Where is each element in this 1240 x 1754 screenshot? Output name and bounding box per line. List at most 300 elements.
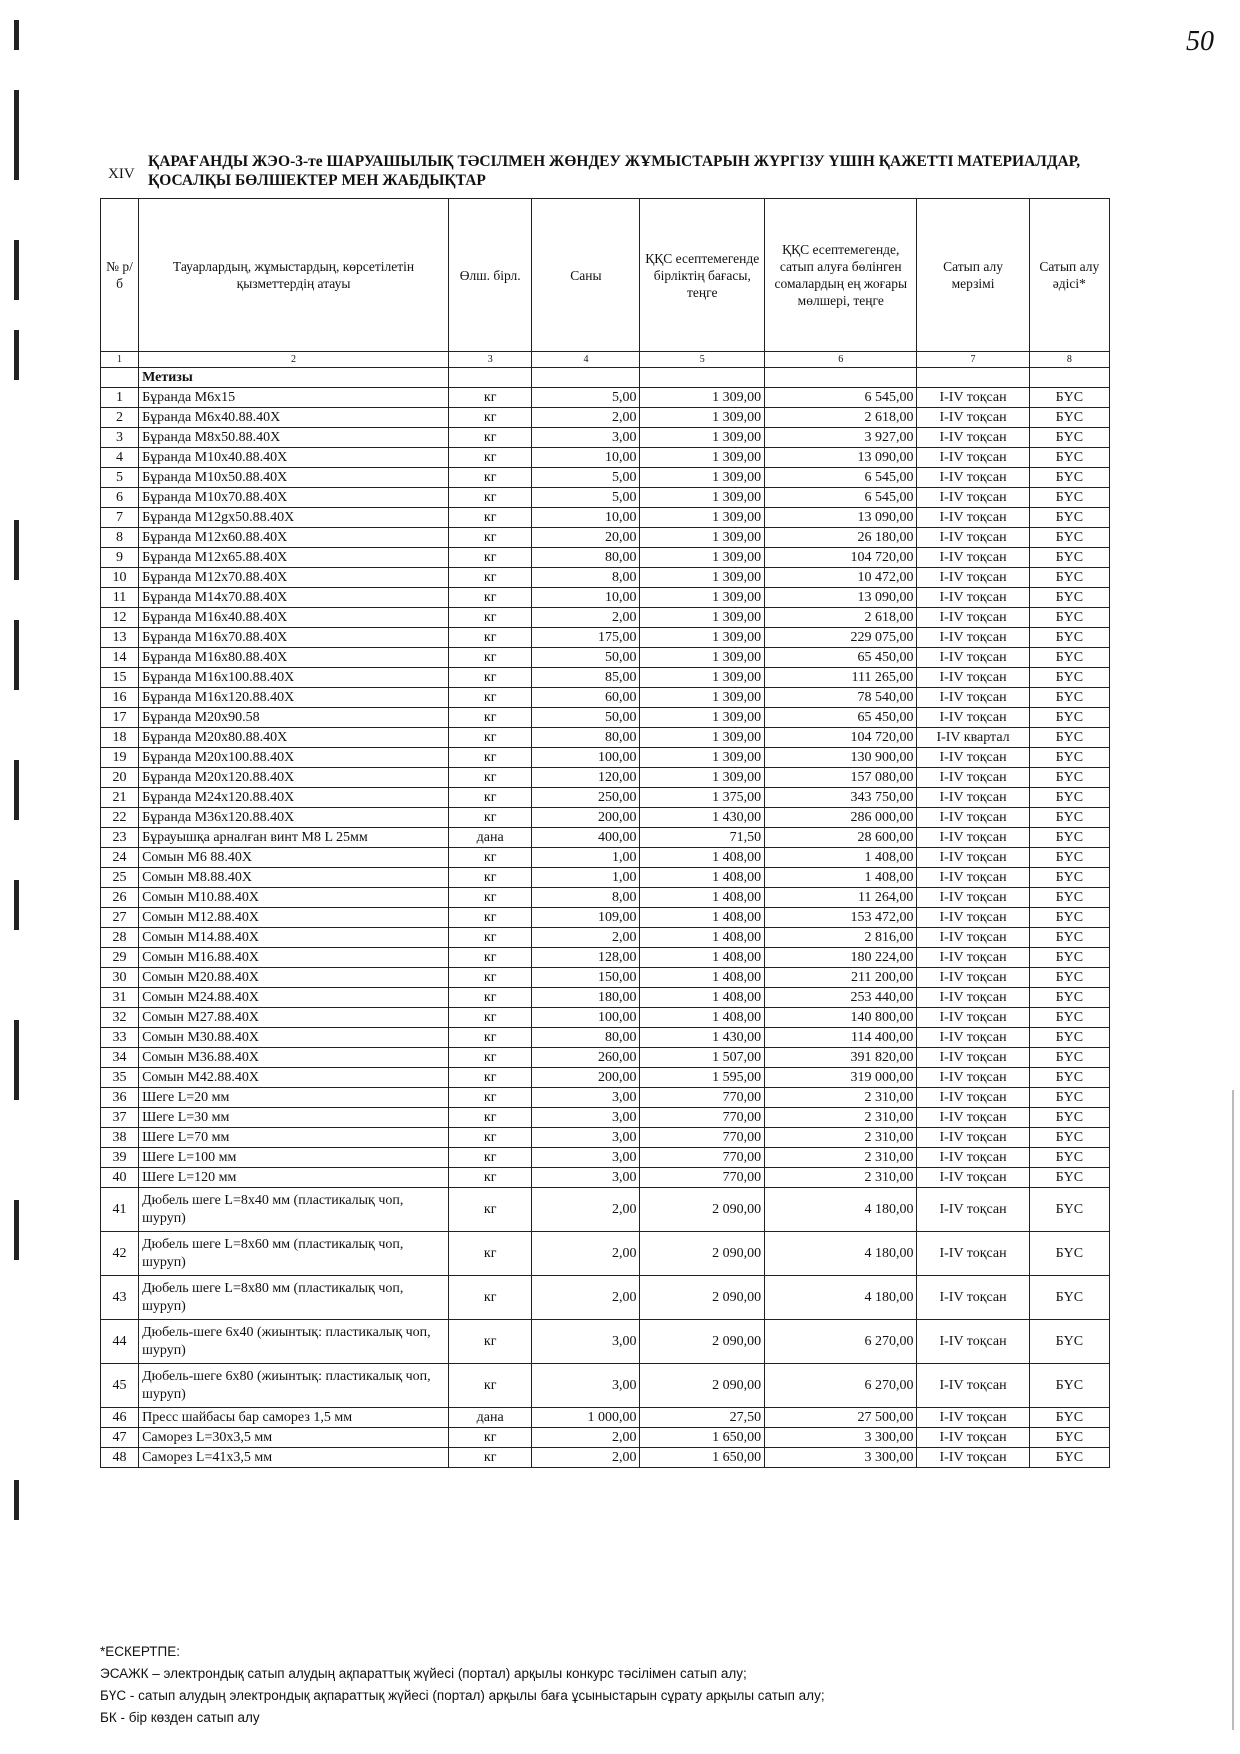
row-number: 3 (101, 428, 139, 448)
column-number: 8 (1029, 352, 1109, 368)
unit: кг (449, 1188, 532, 1232)
column-number: 5 (640, 352, 765, 368)
quantity: 1 000,00 (532, 1408, 640, 1428)
quantity: 8,00 (532, 568, 640, 588)
max-sum: 343 750,00 (765, 788, 917, 808)
table-row (101, 1108, 1110, 1128)
quantity: 180,00 (532, 988, 640, 1008)
purchase-period: I-IV тоқсан (917, 508, 1029, 528)
table-row (101, 588, 1110, 608)
max-sum: 140 800,00 (765, 1008, 917, 1028)
purchase-period: I-IV тоқсан (917, 1088, 1029, 1108)
unit-price: 1 375,00 (640, 788, 765, 808)
quantity: 1,00 (532, 868, 640, 888)
purchase-method: БҮС (1029, 868, 1109, 888)
table-row (101, 828, 1110, 848)
quantity: 200,00 (532, 1068, 640, 1088)
purchase-method: БҮС (1029, 1448, 1109, 1468)
max-sum: 229 075,00 (765, 628, 917, 648)
column-number-row (101, 352, 1110, 368)
unit-price: 1 309,00 (640, 388, 765, 408)
purchase-period: I-IV тоқсан (917, 808, 1029, 828)
unit: кг (449, 928, 532, 948)
quantity: 150,00 (532, 968, 640, 988)
table-row (101, 1168, 1110, 1188)
quantity: 2,00 (532, 408, 640, 428)
unit: кг (449, 668, 532, 688)
max-sum: 78 540,00 (765, 688, 917, 708)
unit-price: 1 309,00 (640, 468, 765, 488)
item-name: Бұранда М14х70.88.40Х (139, 588, 449, 608)
row-number: 11 (101, 588, 139, 608)
unit-price: 1 309,00 (640, 408, 765, 428)
unit-price: 2 090,00 (640, 1188, 765, 1232)
purchase-period: I-IV тоқсан (917, 908, 1029, 928)
unit-price: 1 309,00 (640, 728, 765, 748)
quantity: 1,00 (532, 848, 640, 868)
table-row (101, 428, 1110, 448)
max-sum: 27 500,00 (765, 1408, 917, 1428)
purchase-method: БҮС (1029, 748, 1109, 768)
item-name: Шеге L=20 мм (139, 1088, 449, 1108)
table-row (101, 948, 1110, 968)
quantity: 260,00 (532, 1048, 640, 1068)
purchase-method: БҮС (1029, 908, 1109, 928)
item-name: Бұранда М12х65.88.40Х (139, 548, 449, 568)
max-sum: 104 720,00 (765, 548, 917, 568)
item-name: Бұранда М16х70.88.40Х (139, 628, 449, 648)
max-sum: 2 310,00 (765, 1108, 917, 1128)
purchase-period: I-IV тоқсан (917, 768, 1029, 788)
item-name: Бұранда М12gх50.88.40Х (139, 508, 449, 528)
unit: кг (449, 1128, 532, 1148)
max-sum: 153 472,00 (765, 908, 917, 928)
purchase-method: БҮС (1029, 1276, 1109, 1320)
unit-price: 1 309,00 (640, 748, 765, 768)
max-sum: 391 820,00 (765, 1048, 917, 1068)
purchase-method: БҮС (1029, 848, 1109, 868)
purchase-period: I-IV тоқсан (917, 968, 1029, 988)
table-row (101, 608, 1110, 628)
item-name: Бұранда М20х100.88.40Х (139, 748, 449, 768)
item-name: Сомын М20.88.40Х (139, 968, 449, 988)
table-row (101, 1364, 1110, 1408)
unit: кг (449, 708, 532, 728)
materials-table (100, 198, 1110, 1468)
quantity: 5,00 (532, 468, 640, 488)
unit-price: 1 309,00 (640, 688, 765, 708)
max-sum: 114 400,00 (765, 1028, 917, 1048)
max-sum: 253 440,00 (765, 988, 917, 1008)
purchase-period: I-IV тоқсан (917, 788, 1029, 808)
unit: кг (449, 1088, 532, 1108)
item-name: Дюбель-шеге 6х80 (жиынтық: пластикалық чоп, шуруп) (139, 1364, 449, 1408)
table-row (101, 808, 1110, 828)
row-number: 2 (101, 408, 139, 428)
row-number: 8 (101, 528, 139, 548)
purchase-period: I-IV тоқсан (917, 528, 1029, 548)
max-sum: 4 180,00 (765, 1188, 917, 1232)
table-row (101, 528, 1110, 548)
row-number: 24 (101, 848, 139, 868)
purchase-method: БҮС (1029, 1128, 1109, 1148)
max-sum: 6 545,00 (765, 468, 917, 488)
max-sum: 2 618,00 (765, 408, 917, 428)
row-number: 17 (101, 708, 139, 728)
purchase-period: I-IV тоқсан (917, 1148, 1029, 1168)
table-row (101, 468, 1110, 488)
unit: кг (449, 728, 532, 748)
unit: кг (449, 788, 532, 808)
row-number: 46 (101, 1408, 139, 1428)
purchase-period: I-IV тоқсан (917, 848, 1029, 868)
item-name: Бұранда М20х80.88.40Х (139, 728, 449, 748)
unit: кг (449, 1028, 532, 1048)
purchase-method: БҮС (1029, 768, 1109, 788)
purchase-method: БҮС (1029, 648, 1109, 668)
purchase-period: I-IV тоқсан (917, 1408, 1029, 1428)
item-name: Сомын М42.88.40Х (139, 1068, 449, 1088)
purchase-period: I-IV тоқсан (917, 488, 1029, 508)
item-name: Бұранда М6х15 (139, 388, 449, 408)
unit-price: 1 408,00 (640, 1008, 765, 1028)
quantity: 10,00 (532, 508, 640, 528)
table-row (101, 1148, 1110, 1168)
purchase-period: I-IV тоқсан (917, 668, 1029, 688)
unit-price: 1 309,00 (640, 428, 765, 448)
unit-price: 1 408,00 (640, 948, 765, 968)
max-sum: 26 180,00 (765, 528, 917, 548)
table-row (101, 788, 1110, 808)
unit: кг (449, 468, 532, 488)
quantity: 3,00 (532, 1088, 640, 1108)
unit: кг (449, 1148, 532, 1168)
unit: кг (449, 1364, 532, 1408)
max-sum: 4 180,00 (765, 1276, 917, 1320)
unit: кг (449, 748, 532, 768)
footnote-line: БҮС - сатып алудың электрондық ақпараттық жүйесі (портал) арқылы баға ұсыныстарын сұрату арқылы сатып алу; (100, 1688, 825, 1703)
max-sum: 3 300,00 (765, 1428, 917, 1448)
table-row (101, 1048, 1110, 1068)
header-name: Тауарлардың, жұмыстардың, көрсетілетін қызметтердің атауы (139, 199, 449, 352)
quantity: 50,00 (532, 708, 640, 728)
purchase-method: БҮС (1029, 808, 1109, 828)
table-row (101, 1276, 1110, 1320)
header-method: Сатып алу әдісі* (1029, 199, 1109, 352)
table-row (101, 988, 1110, 1008)
purchase-method: БҮС (1029, 1148, 1109, 1168)
table-row (101, 668, 1110, 688)
item-name: Шеге L=100 мм (139, 1148, 449, 1168)
table-row (101, 708, 1110, 728)
max-sum: 11 264,00 (765, 888, 917, 908)
purchase-period: I-IV тоқсан (917, 1128, 1029, 1148)
table-row (101, 1068, 1110, 1088)
item-name: Шеге L=70 мм (139, 1128, 449, 1148)
item-name: Бұранда М16х100.88.40Х (139, 668, 449, 688)
max-sum: 211 200,00 (765, 968, 917, 988)
purchase-method: БҮС (1029, 1232, 1109, 1276)
purchase-period: I-IV тоқсан (917, 688, 1029, 708)
unit-price: 1 430,00 (640, 1028, 765, 1048)
row-number: 5 (101, 468, 139, 488)
purchase-method: БҮС (1029, 1408, 1109, 1428)
item-name: Бұранда М16х80.88.40Х (139, 648, 449, 668)
quantity: 128,00 (532, 948, 640, 968)
column-number: 3 (449, 352, 532, 368)
quantity: 5,00 (532, 488, 640, 508)
purchase-method: БҮС (1029, 1048, 1109, 1068)
unit: кг (449, 1428, 532, 1448)
row-number: 15 (101, 668, 139, 688)
unit: кг (449, 408, 532, 428)
unit-price: 71,50 (640, 828, 765, 848)
purchase-period: I-IV тоқсан (917, 468, 1029, 488)
quantity: 2,00 (532, 928, 640, 948)
category-label: Метизы (139, 368, 449, 388)
item-name: Сомын М30.88.40Х (139, 1028, 449, 1048)
max-sum: 180 224,00 (765, 948, 917, 968)
quantity: 80,00 (532, 1028, 640, 1048)
purchase-method: БҮС (1029, 548, 1109, 568)
column-number: 4 (532, 352, 640, 368)
unit-price: 1 430,00 (640, 808, 765, 828)
row-number: 18 (101, 728, 139, 748)
table-row (101, 928, 1110, 948)
unit-price: 2 090,00 (640, 1364, 765, 1408)
unit: кг (449, 428, 532, 448)
quantity: 2,00 (532, 1188, 640, 1232)
table-row (101, 728, 1110, 748)
max-sum: 6 545,00 (765, 388, 917, 408)
max-sum: 65 450,00 (765, 648, 917, 668)
unit: дана (449, 828, 532, 848)
row-number: 34 (101, 1048, 139, 1068)
purchase-method: БҮС (1029, 428, 1109, 448)
purchase-method: БҮС (1029, 888, 1109, 908)
purchase-period: I-IV тоқсан (917, 1276, 1029, 1320)
row-number: 6 (101, 488, 139, 508)
unit-price: 1 309,00 (640, 708, 765, 728)
quantity: 80,00 (532, 728, 640, 748)
item-name: Сомын М6 88.40Х (139, 848, 449, 868)
section-roman-number: XIV (108, 166, 135, 182)
unit-price: 1 309,00 (640, 488, 765, 508)
unit-price: 770,00 (640, 1128, 765, 1148)
row-number: 9 (101, 548, 139, 568)
max-sum: 3 927,00 (765, 428, 917, 448)
quantity: 5,00 (532, 388, 640, 408)
unit: кг (449, 1232, 532, 1276)
purchase-period: I-IV тоқсан (917, 948, 1029, 968)
purchase-period: I-IV квартал (917, 728, 1029, 748)
purchase-period: I-IV тоқсан (917, 1428, 1029, 1448)
unit: кг (449, 888, 532, 908)
quantity: 3,00 (532, 1108, 640, 1128)
unit: кг (449, 1068, 532, 1088)
header-max-sum: ҚҚС есептемегенде, сатып алуға бөлінген сомалардың ең жоғары мөлшері, теңге (765, 199, 917, 352)
unit: кг (449, 448, 532, 468)
unit-price: 1 309,00 (640, 608, 765, 628)
table-row (101, 488, 1110, 508)
purchase-method: БҮС (1029, 388, 1109, 408)
purchase-method: БҮС (1029, 408, 1109, 428)
item-name: Бұранда М10х40.88.40Х (139, 448, 449, 468)
table-row (101, 868, 1110, 888)
purchase-method: БҮС (1029, 1008, 1109, 1028)
table-row (101, 648, 1110, 668)
row-number: 36 (101, 1088, 139, 1108)
row-number: 25 (101, 868, 139, 888)
quantity: 10,00 (532, 448, 640, 468)
table-row (101, 1188, 1110, 1232)
quantity: 2,00 (532, 1276, 640, 1320)
row-number: 10 (101, 568, 139, 588)
max-sum: 6 545,00 (765, 488, 917, 508)
purchase-method: БҮС (1029, 828, 1109, 848)
row-number: 16 (101, 688, 139, 708)
row-number: 27 (101, 908, 139, 928)
quantity: 3,00 (532, 1320, 640, 1364)
category-row (101, 368, 1110, 388)
max-sum: 1 408,00 (765, 868, 917, 888)
item-name: Саморез L=41х3,5 мм (139, 1448, 449, 1468)
row-number: 41 (101, 1188, 139, 1232)
unit: кг (449, 1448, 532, 1468)
max-sum: 2 816,00 (765, 928, 917, 948)
unit-price: 1 408,00 (640, 868, 765, 888)
scan-binding-marks (0, 0, 28, 1754)
quantity: 100,00 (532, 1008, 640, 1028)
item-name: Бұранда М20х90.58 (139, 708, 449, 728)
unit: кг (449, 548, 532, 568)
purchase-period: I-IV тоқсан (917, 868, 1029, 888)
unit: кг (449, 808, 532, 828)
table-row (101, 448, 1110, 468)
max-sum: 10 472,00 (765, 568, 917, 588)
item-name: Сомын М8.88.40Х (139, 868, 449, 888)
header-unit-price: ҚҚС есептемегенде бірліктің бағасы, теңге (640, 199, 765, 352)
table-row (101, 628, 1110, 648)
row-number: 43 (101, 1276, 139, 1320)
max-sum: 2 310,00 (765, 1128, 917, 1148)
unit-price: 1 507,00 (640, 1048, 765, 1068)
unit-price: 1 309,00 (640, 568, 765, 588)
unit: кг (449, 488, 532, 508)
max-sum: 2 618,00 (765, 608, 917, 628)
row-number: 33 (101, 1028, 139, 1048)
quantity: 200,00 (532, 808, 640, 828)
table-row (101, 968, 1110, 988)
table-row (101, 1088, 1110, 1108)
item-name: Шеге L=30 мм (139, 1108, 449, 1128)
item-name: Дюбель шеге L=8х80 мм (пластикалық чоп, шуруп) (139, 1276, 449, 1320)
max-sum: 111 265,00 (765, 668, 917, 688)
unit-price: 770,00 (640, 1088, 765, 1108)
max-sum: 104 720,00 (765, 728, 917, 748)
item-name: Сомын М12.88.40Х (139, 908, 449, 928)
purchase-method: БҮС (1029, 668, 1109, 688)
purchase-period: I-IV тоқсан (917, 448, 1029, 468)
purchase-method: БҮС (1029, 1068, 1109, 1088)
unit: кг (449, 908, 532, 928)
purchase-period: I-IV тоқсан (917, 408, 1029, 428)
purchase-method: БҮС (1029, 1364, 1109, 1408)
quantity: 20,00 (532, 528, 640, 548)
table-row (101, 748, 1110, 768)
item-name: Бұрауышқа арналған винт М8 L 25мм (139, 828, 449, 848)
purchase-method: БҮС (1029, 1028, 1109, 1048)
unit: кг (449, 948, 532, 968)
unit-price: 1 309,00 (640, 548, 765, 568)
purchase-method: БҮС (1029, 448, 1109, 468)
purchase-period: I-IV тоқсан (917, 388, 1029, 408)
purchase-method: БҮС (1029, 1168, 1109, 1188)
purchase-period: I-IV тоқсан (917, 1028, 1029, 1048)
row-number: 47 (101, 1428, 139, 1448)
purchase-method: БҮС (1029, 568, 1109, 588)
quantity: 3,00 (532, 1168, 640, 1188)
row-number: 19 (101, 748, 139, 768)
unit-price: 2 090,00 (640, 1232, 765, 1276)
item-name: Бұранда М6х40.88.40Х (139, 408, 449, 428)
scan-edge-mark (1232, 1090, 1234, 1730)
unit-price: 1 650,00 (640, 1428, 765, 1448)
unit: кг (449, 968, 532, 988)
unit-price: 1 309,00 (640, 668, 765, 688)
table-row (101, 1448, 1110, 1468)
quantity: 120,00 (532, 768, 640, 788)
unit-price: 770,00 (640, 1168, 765, 1188)
table-row (101, 888, 1110, 908)
item-name: Бұранда М10х50.88.40Х (139, 468, 449, 488)
item-name: Бұранда М12х70.88.40Х (139, 568, 449, 588)
quantity: 60,00 (532, 688, 640, 708)
unit-price: 1 309,00 (640, 648, 765, 668)
unit-price: 2 090,00 (640, 1320, 765, 1364)
unit: кг (449, 1048, 532, 1068)
quantity: 2,00 (532, 1448, 640, 1468)
max-sum: 13 090,00 (765, 508, 917, 528)
quantity: 3,00 (532, 428, 640, 448)
quantity: 100,00 (532, 748, 640, 768)
item-name: Сомын М24.88.40Х (139, 988, 449, 1008)
purchase-method: БҮС (1029, 688, 1109, 708)
header-unit: Өлш. бірл. (449, 199, 532, 352)
unit-price: 1 595,00 (640, 1068, 765, 1088)
unit: кг (449, 768, 532, 788)
max-sum: 28 600,00 (765, 828, 917, 848)
item-name: Сомын М27.88.40Х (139, 1008, 449, 1028)
quantity: 2,00 (532, 1428, 640, 1448)
table-row (101, 1128, 1110, 1148)
unit-price: 1 309,00 (640, 768, 765, 788)
row-number: 22 (101, 808, 139, 828)
purchase-period: I-IV тоқсан (917, 648, 1029, 668)
row-number: 1 (101, 388, 139, 408)
purchase-period: I-IV тоқсан (917, 988, 1029, 1008)
purchase-method: БҮС (1029, 1188, 1109, 1232)
max-sum: 2 310,00 (765, 1168, 917, 1188)
purchase-method: БҮС (1029, 988, 1109, 1008)
purchase-period: I-IV тоқсан (917, 1364, 1029, 1408)
purchase-period: I-IV тоқсан (917, 1068, 1029, 1088)
unit-price: 1 408,00 (640, 988, 765, 1008)
column-number: 2 (139, 352, 449, 368)
row-number: 38 (101, 1128, 139, 1148)
purchase-period: I-IV тоқсан (917, 708, 1029, 728)
unit-price: 27,50 (640, 1408, 765, 1428)
